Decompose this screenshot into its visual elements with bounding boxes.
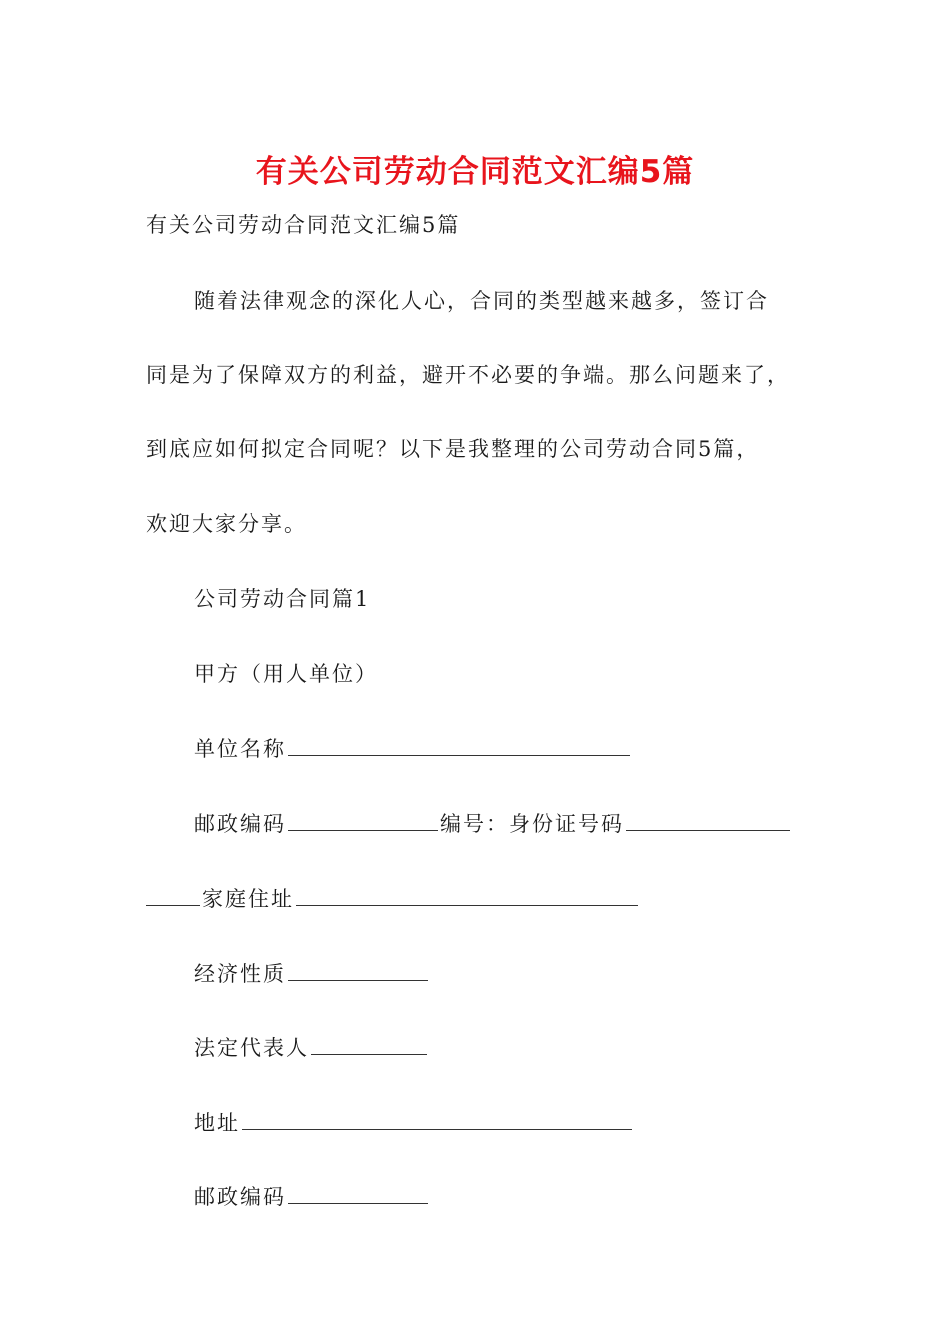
unit-name-row — [194, 733, 632, 764]
home-address-row — [146, 883, 640, 914]
document-subtitle: 有关公司劳动合同范文汇编5篇 — [146, 213, 461, 237]
address-row — [194, 1107, 634, 1138]
unit-name-label: 单位名称 — [194, 737, 286, 761]
section-heading: 公司劳动合同篇1 — [194, 587, 371, 611]
party-a-label: 甲方（用人单位） — [194, 662, 378, 686]
id-number-blank-cont — [146, 883, 200, 906]
intro-line-4: 欢迎大家分享。 — [146, 512, 307, 536]
economic-nature-row — [194, 958, 430, 989]
id-number-label: 编号：身份证号码 — [440, 812, 624, 836]
document-title: 有关公司劳动合同范文汇编5篇 — [255, 154, 695, 190]
postcode-row — [194, 808, 792, 839]
postcode-2-row — [194, 1181, 430, 1212]
intro-line-2: 同是为了保障双方的利益，避开不必要的争端。那么问题来了， — [146, 363, 790, 387]
home-address-blank — [296, 883, 638, 906]
intro-line-1: 随着法律观念的深化人心，合同的类型越来越多，签订合 — [194, 289, 769, 313]
intro-line-3: 到底应如何拟定合同呢？以下是我整理的公司劳动合同5篇， — [146, 437, 760, 461]
legal-rep-blank — [311, 1032, 427, 1055]
postcode-2-label: 邮政编码 — [194, 1185, 286, 1209]
postcode-label: 邮政编码 — [194, 812, 286, 836]
economic-nature-label: 经济性质 — [194, 962, 286, 986]
address-blank — [242, 1107, 632, 1130]
address-label: 地址 — [194, 1111, 240, 1135]
legal-rep-label: 法定代表人 — [194, 1036, 309, 1060]
id-number-blank — [626, 808, 790, 831]
home-address-label: 家庭住址 — [202, 887, 294, 911]
unit-name-blank — [288, 733, 630, 756]
postcode-blank — [288, 808, 438, 831]
postcode-2-blank — [288, 1181, 428, 1204]
legal-rep-row — [194, 1032, 429, 1063]
economic-nature-blank — [288, 958, 428, 981]
